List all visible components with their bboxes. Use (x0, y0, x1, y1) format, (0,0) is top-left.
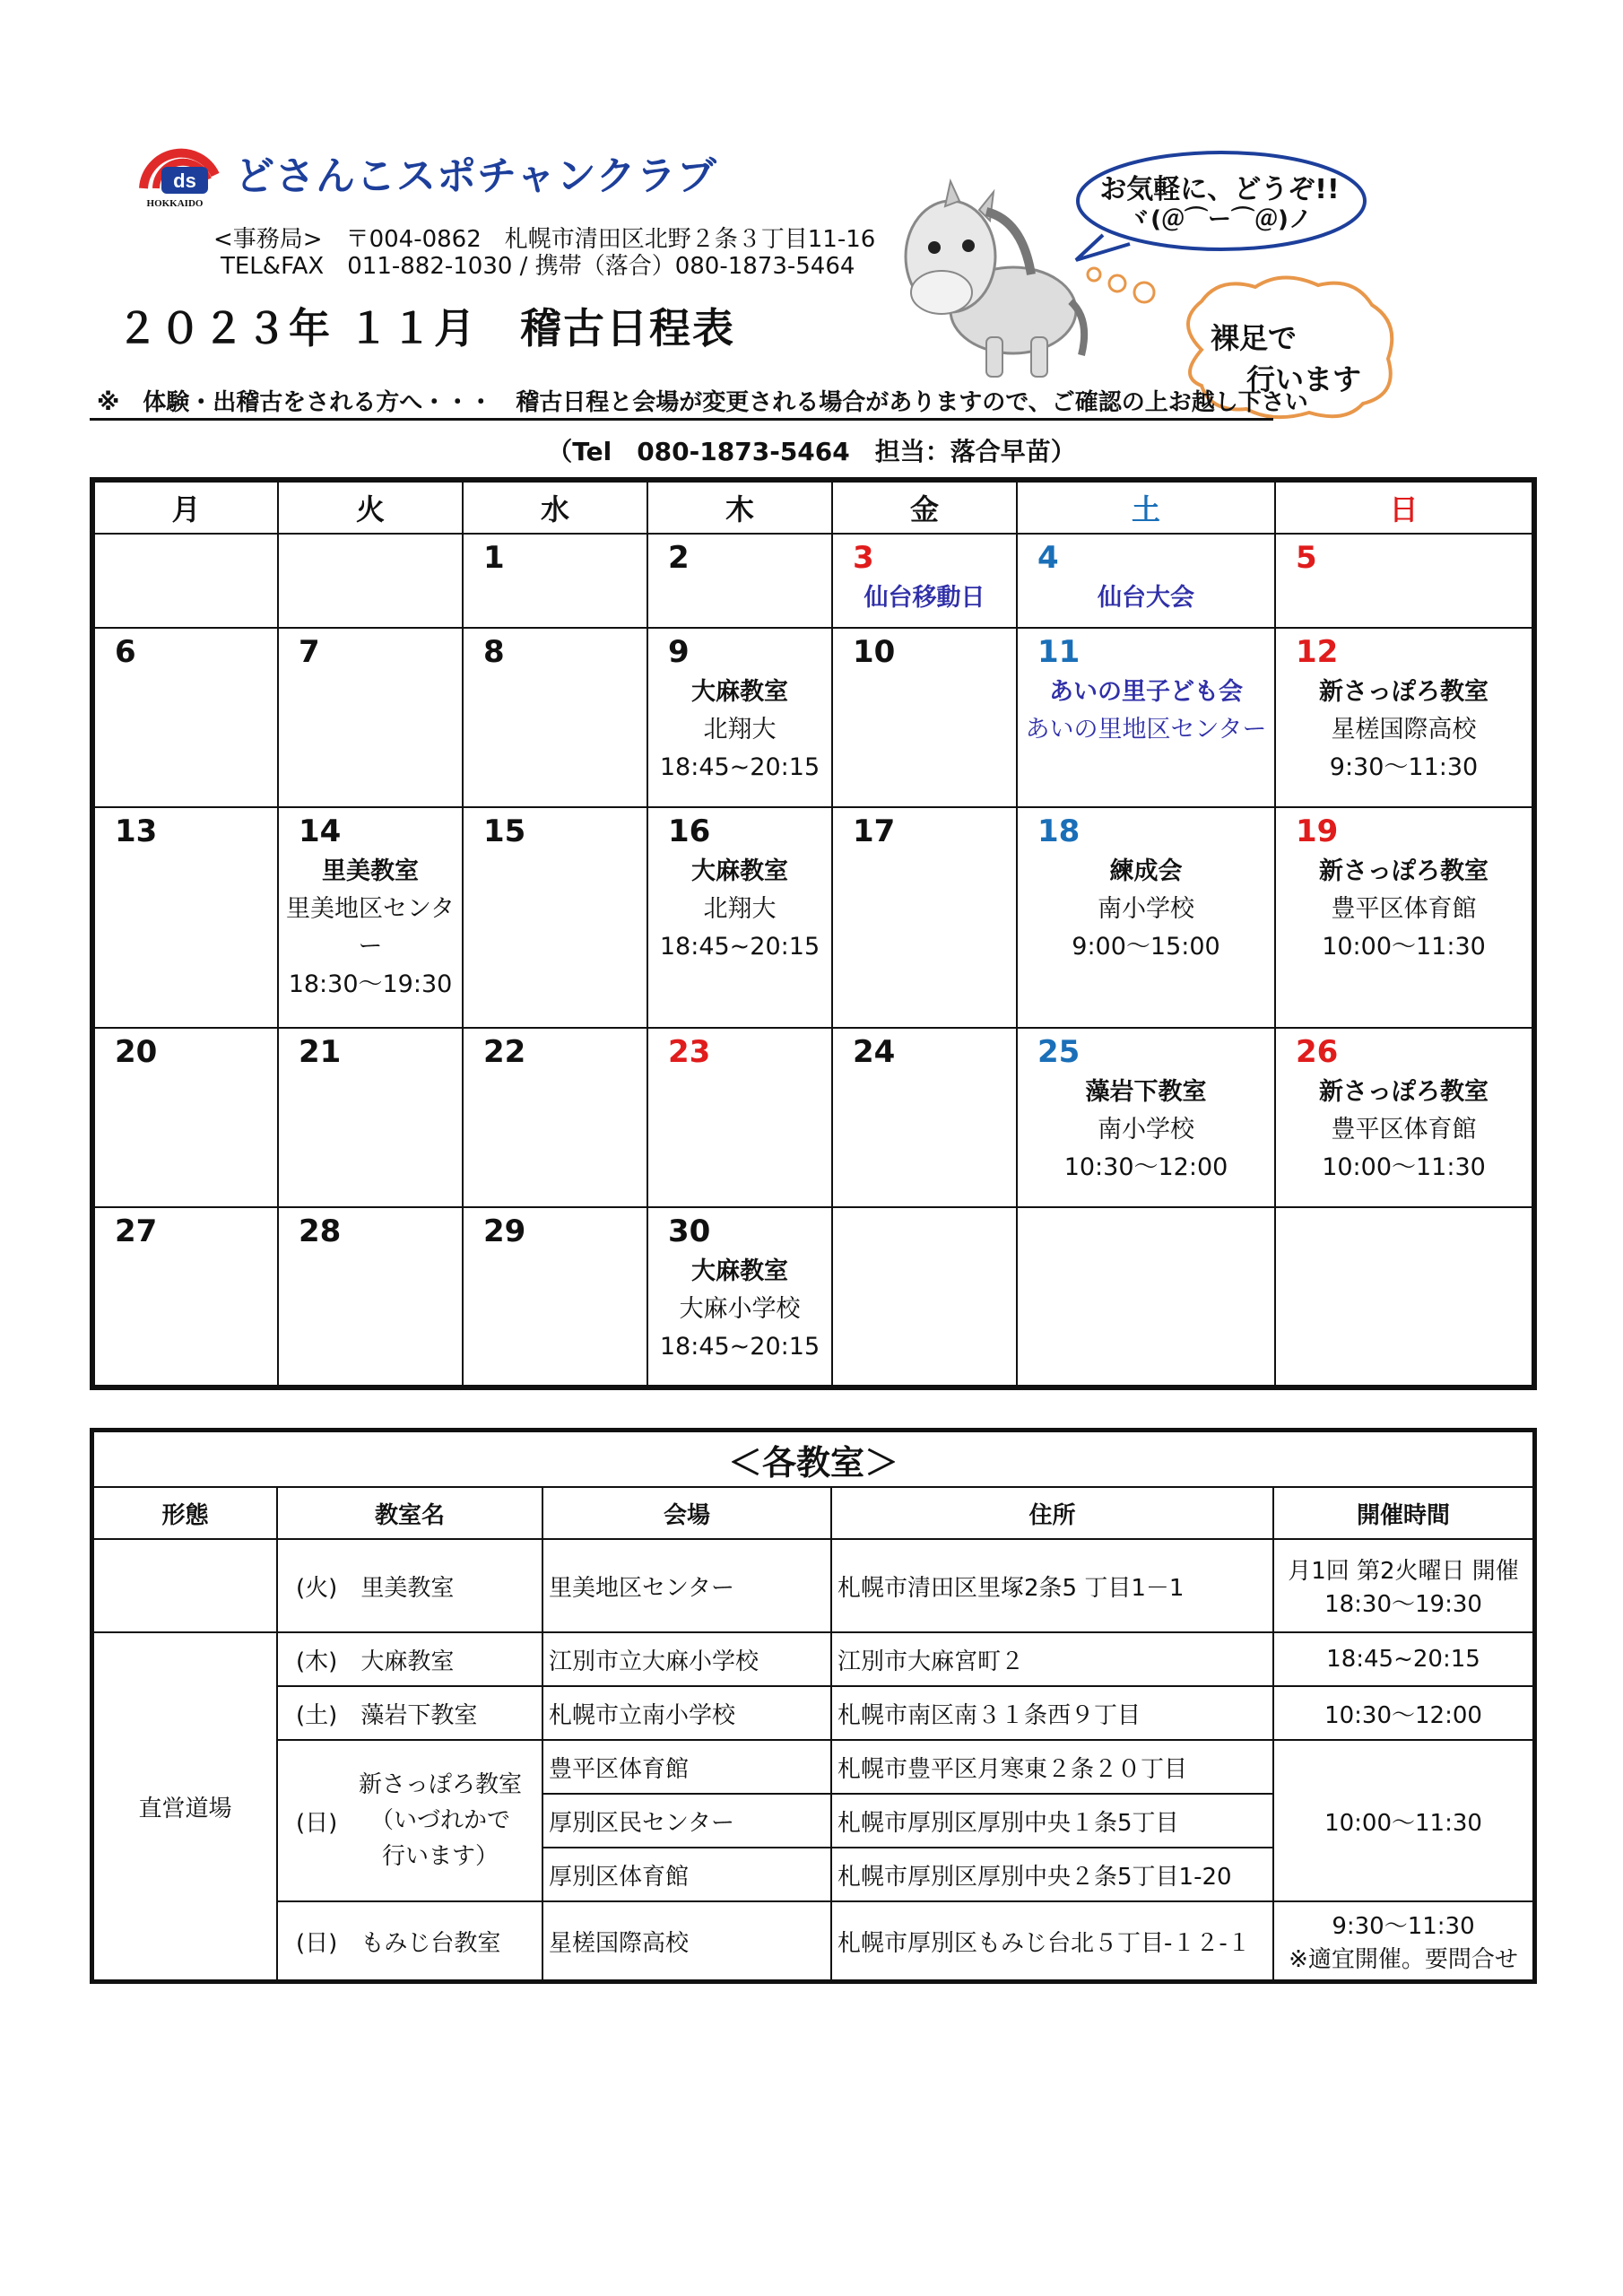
calendar-day-cell (1275, 1207, 1532, 1386)
room-address: 江別市大麻宮町２ (831, 1632, 1273, 1686)
calendar-day-cell (278, 534, 463, 628)
day-number: 10 (853, 634, 896, 671)
event-time: 10:00～11:30 (1322, 1153, 1486, 1182)
event-time: 18:45~20:15 (659, 1332, 820, 1361)
day-number: 16 (668, 813, 711, 849)
event-title: 新さっぽろ教室 (1319, 857, 1488, 885)
calendar-day-cell (1017, 1028, 1275, 1206)
direct-dojo-label: 直営道場 (93, 1632, 277, 1980)
room-venue: 豊平区体育館 (542, 1740, 831, 1794)
calendar-day-cell (463, 534, 647, 628)
calendar-day-cell (1275, 628, 1532, 806)
calendar-day-cell (278, 1028, 463, 1206)
room-name: もみじ台教室 (360, 1929, 501, 1957)
room-venue: 厚別区民センター (542, 1794, 831, 1848)
day-number: 27 (115, 1213, 158, 1249)
day-number: 8 (483, 634, 505, 671)
event-time: 18:45~20:15 (659, 932, 820, 961)
day-number: 22 (483, 1034, 526, 1071)
room-hours: 18:30～19:30 (1324, 1591, 1482, 1618)
horse-mascot-icon (879, 176, 1094, 382)
day-number: 4 (1037, 540, 1059, 576)
calendar-day-cell (1017, 1207, 1275, 1386)
calendar-day-cell (647, 807, 832, 1028)
calendar-week (94, 1028, 1532, 1206)
event-title: あいの里子ども会 (1049, 678, 1243, 707)
calendar-day-cell (94, 1207, 278, 1386)
day-number: 2 (668, 540, 690, 576)
weekday-tue: 火 (278, 482, 463, 534)
table-row (93, 1539, 1533, 1632)
day-number: 21 (299, 1034, 342, 1071)
calendar-day-cell (94, 534, 278, 628)
col-hours: 開催時間 (1273, 1487, 1533, 1539)
room-note: ※適宜開催。要問合せ (1289, 1946, 1518, 1973)
bubble-sub-line-1: 裸足で (1211, 321, 1298, 355)
room-day: (木) (296, 1648, 338, 1675)
event-title: 大麻教室 (691, 857, 788, 885)
calendar-day-cell (647, 628, 832, 806)
calendar-week (94, 534, 1532, 628)
event-title: 仙台移動日 (864, 584, 985, 612)
event-venue: 南小学校 (1098, 894, 1194, 923)
divider (90, 418, 1273, 421)
room-hours: 10:00～11:30 (1273, 1740, 1533, 1901)
event-venue: 大麻小学校 (679, 1294, 801, 1323)
contact-line: （Tel 080-1873-5464 担当：落合早苗） (547, 437, 1076, 466)
tel-fax: TEL&FAX 011-882-1030 / 携帯（落合）080-1873-5464 (221, 253, 855, 280)
calendar-day-cell (647, 1028, 832, 1206)
day-number (279, 535, 462, 579)
room-name: 藻岩下教室 (360, 1701, 478, 1729)
day-number: 25 (1037, 1034, 1081, 1071)
calendar-day-cell (832, 807, 1017, 1028)
day-number: 7 (299, 634, 320, 671)
table-row (93, 1740, 1533, 1794)
table-row (93, 1686, 1533, 1740)
calendar-day-cell (1275, 807, 1532, 1028)
event-venue: 北翔大 (703, 894, 777, 923)
room-note: （いづれかで (370, 1807, 511, 1834)
day-number: 17 (853, 813, 896, 849)
classroom-table-caption: ＜各教室＞ (93, 1431, 1533, 1487)
notice-text: ※ 体験・出稽古をされる方へ・・・ 稽古日程と会場が変更される場合がありますので、ご確認の上お越し下さい (97, 389, 1308, 416)
day-number: 6 (115, 634, 136, 671)
room-day: (日) (296, 1809, 338, 1837)
day-number (1018, 1208, 1274, 1253)
classroom-table (90, 1428, 1537, 1984)
svg-text:HOKKAIDO: HOKKAIDO (146, 198, 204, 208)
event-title: 練成会 (1109, 857, 1183, 885)
day-number: 28 (299, 1213, 342, 1249)
weekday-sun: 日 (1275, 482, 1532, 534)
room-name: 大麻教室 (360, 1648, 455, 1675)
day-number: 29 (483, 1213, 526, 1249)
room-hours: 18:45~20:15 (1273, 1632, 1533, 1686)
event-time: 10:00～11:30 (1322, 932, 1486, 961)
event-venue: 南小学校 (1098, 1116, 1194, 1144)
room-name: 里美教室 (360, 1574, 455, 1602)
day-number: 26 (1296, 1034, 1339, 1071)
event-title: 仙台大会 (1098, 584, 1194, 612)
weekday-header (94, 482, 1532, 534)
calendar-day-cell (832, 1028, 1017, 1206)
day-number: 23 (668, 1034, 711, 1071)
day-number (833, 1208, 1016, 1253)
day-number: 24 (853, 1034, 896, 1071)
calendar-day-cell (463, 1207, 647, 1386)
table-row (93, 1901, 1533, 1980)
room-day: (日) (296, 1929, 338, 1957)
room-address: 札幌市南区南３１条西９丁目 (831, 1686, 1273, 1740)
calendar-day-cell (832, 534, 1017, 628)
speech-bubble (1067, 149, 1372, 262)
calendar-day-cell (832, 628, 1017, 806)
day-number: 11 (1037, 634, 1081, 671)
calendar-day-cell (1017, 628, 1275, 806)
room-hours: 9:30～11:30 (1332, 1913, 1475, 1940)
calendar-week (94, 1207, 1532, 1386)
day-number: 30 (668, 1213, 711, 1249)
thought-dots-icon (1085, 265, 1157, 305)
room-address: 札幌市厚別区厚別中央１条5丁目 (831, 1794, 1273, 1848)
event-title: 新さっぽろ教室 (1319, 1078, 1488, 1107)
day-number: 12 (1296, 634, 1339, 671)
calendar-day-cell (647, 534, 832, 628)
room-venue: 里美地区センター (542, 1539, 831, 1632)
room-address: 札幌市清田区里塚2条5 丁目1－1 (831, 1539, 1273, 1632)
event-venue: あいの里地区センター (1025, 716, 1267, 744)
room-address: 札幌市豊平区月寒東２条２０丁目 (831, 1740, 1273, 1794)
day-number: 14 (299, 813, 342, 849)
event-time: 18:45~20:15 (659, 753, 820, 782)
col-room-name: 教室名 (277, 1487, 542, 1539)
calendar-day-cell (832, 1207, 1017, 1386)
room-day: (土) (296, 1701, 338, 1729)
calendar-week (94, 628, 1532, 806)
room-name: 新さっぽろ教室 (359, 1771, 523, 1798)
room-venue: 札幌市立南小学校 (542, 1686, 831, 1740)
room-address: 札幌市厚別区もみじ台北５丁目-１２-１ (831, 1901, 1273, 1980)
page-title: ２０２３年 １１月 稽古日程表 (117, 304, 736, 352)
calendar-day-cell (1275, 534, 1532, 628)
bubble-line-2: ヾ(＠⌒ー⌒＠)ノ (1127, 206, 1312, 233)
bubble-line-1: お気軽に、どうぞ!! (1099, 174, 1340, 205)
day-number: 20 (115, 1034, 158, 1071)
day-number: 15 (483, 813, 526, 849)
calendar-day-cell (647, 1207, 832, 1386)
event-title: 里美教室 (322, 857, 419, 885)
event-title: 大麻教室 (691, 1257, 788, 1285)
event-title: 藻岩下教室 (1085, 1078, 1207, 1107)
event-time: 9:00～15:00 (1072, 932, 1220, 961)
calendar-day-cell (94, 807, 278, 1028)
event-title: 大麻教室 (691, 678, 788, 707)
calendar-day-cell (1275, 1028, 1532, 1206)
room-venue: 江別市立大麻小学校 (542, 1632, 831, 1686)
room-day: (火) (296, 1574, 338, 1602)
col-type: 形態 (93, 1487, 277, 1539)
calendar-day-cell (463, 628, 647, 806)
room-venue: 星槎国際高校 (542, 1901, 831, 1980)
calendar-day-cell (278, 807, 463, 1028)
calendar-day-cell (463, 807, 647, 1028)
calendar-day-cell (463, 1028, 647, 1206)
event-venue: 里美地区センター (286, 894, 455, 961)
weekday-thu: 木 (647, 482, 832, 534)
calendar-day-cell (1017, 807, 1275, 1028)
calendar-day-cell (1017, 534, 1275, 628)
club-name: どさんこスポチャンクラブ (235, 153, 717, 199)
day-number: 3 (853, 540, 874, 576)
day-number: 19 (1296, 813, 1339, 849)
day-number (1276, 1208, 1532, 1253)
bubble-sub-line-2: 行います (1246, 362, 1362, 396)
weekday-mon: 月 (94, 482, 278, 534)
room-note: 行います） (382, 1843, 499, 1870)
col-address: 住所 (831, 1487, 1273, 1539)
calendar-day-cell (94, 1028, 278, 1206)
room-venue: 厚別区体育館 (542, 1848, 831, 1901)
event-venue: 豊平区体育館 (1331, 894, 1477, 923)
event-title: 新さっぽろ教室 (1319, 678, 1488, 707)
calendar-day-cell (278, 1207, 463, 1386)
event-venue: 北翔大 (703, 716, 777, 744)
calendar-week (94, 807, 1532, 1028)
event-time: 9:30～11:30 (1329, 753, 1479, 782)
office-address: <事務局> 〒004-0862 札幌市清田区北野２条３丁目11-16 (213, 226, 876, 253)
weekday-fri: 金 (832, 482, 1017, 534)
col-venue: 会場 (542, 1487, 831, 1539)
event-time: 18:30～19:30 (288, 970, 453, 998)
day-number: 1 (483, 540, 505, 576)
calendar (90, 477, 1537, 1390)
room-address: 札幌市厚別区厚別中央２条5丁目1-20 (831, 1848, 1273, 1901)
room-hours: 10:30～12:00 (1273, 1686, 1533, 1740)
day-number: 18 (1037, 813, 1081, 849)
day-number: 9 (668, 634, 690, 671)
event-venue: 豊平区体育館 (1331, 1116, 1477, 1144)
weekday-wed: 水 (463, 482, 647, 534)
room-hours: 月1回 第2火曜日 開催 (1288, 1558, 1519, 1585)
day-number (95, 535, 277, 579)
weekday-sat: 土 (1017, 482, 1275, 534)
calendar-day-cell (94, 628, 278, 806)
event-time: 10:30～12:00 (1063, 1153, 1228, 1182)
calendar-day-cell (278, 628, 463, 806)
event-venue: 星槎国際高校 (1331, 716, 1477, 744)
day-number: 5 (1296, 540, 1317, 576)
table-row (93, 1632, 1533, 1686)
svg-text:ds: ds (173, 170, 196, 192)
club-logo (126, 126, 224, 208)
day-number: 13 (115, 813, 158, 849)
